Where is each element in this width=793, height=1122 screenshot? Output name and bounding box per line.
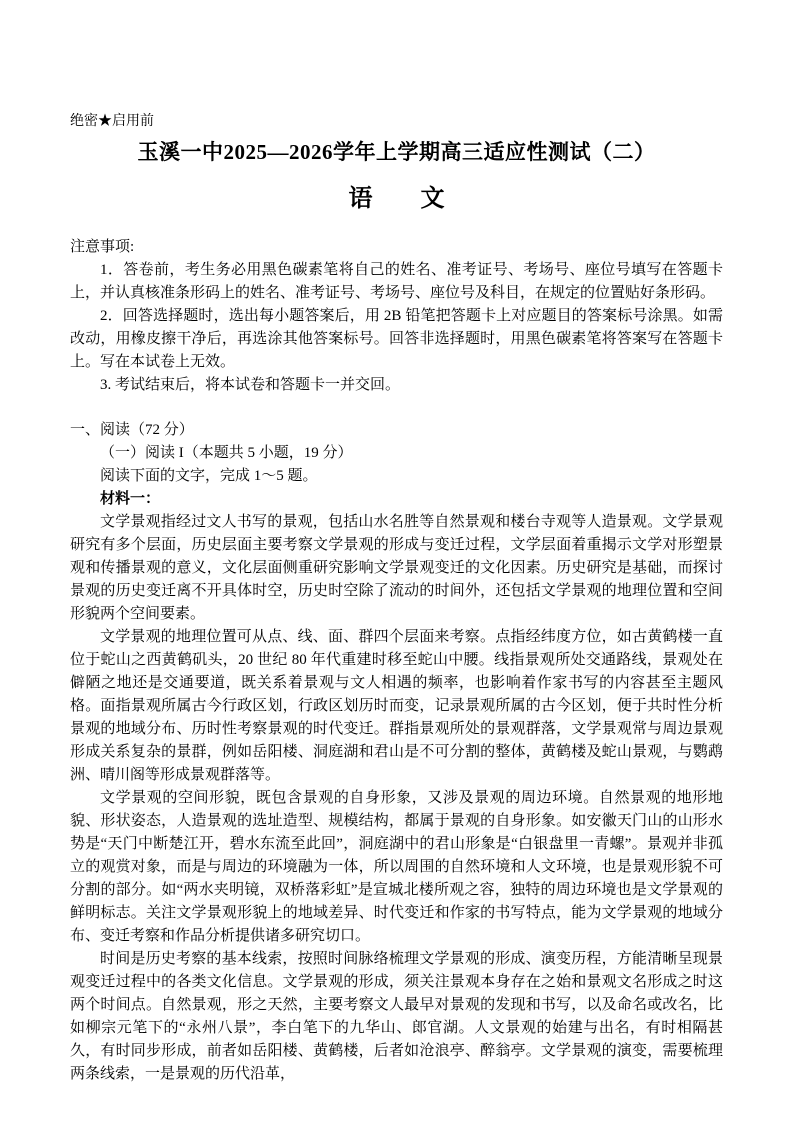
notice-item-2: 2．回答选择题时，选出每小题答案后，用 2B 铅笔把答题卡上对应题目的答案标号涂黑。如需改动，用橡皮擦干净后，再选涂其他答案标号。回答非选择题时，用黑色碳素笔将答案写在答题卡上。写在本试卷上无效。 xyxy=(70,308,723,370)
material-one-label: 材料一： xyxy=(100,491,161,507)
reading-section xyxy=(70,419,723,1086)
classification-label: 绝密★启用前 xyxy=(70,114,154,129)
notice-heading: 注意事项: xyxy=(70,239,135,255)
exam-title: 玉溪一中2025—2026学年上学期高三适应性测试（二） xyxy=(137,140,656,164)
subject-title: 语 文 xyxy=(348,186,445,212)
notice-item-1: 1．答卷前，考生务必用黑色碳素笔将自己的姓名、准考证号、考场号、座位号填写在答题卡上，并认真核准条形码上的姓名、准考证号、考场号、座位号及科目，在规定的位置贴好条形码。 xyxy=(70,262,723,301)
notice-section xyxy=(70,236,723,397)
material-paragraph-4: 时间是历史考察的基本线索，按照时间脉络梳理文学景观的形成、演变历程，方能清晰呈现景观变迁过程中的各类文化信息。文学景观的形成，须关注景观本身存在之始和景观文名形成之时这两个时间点。自然景观，形之天然，主要考察文人最早对景观的发现和书写，以及命名或改名，比如柳宗元笔下的“永州八景”，李白笔下的九华山、郎官湖。人文景观的始建与出名，有时相隔甚久，有时同步形成，前者如岳阳楼、黄鹤楼，后者如沧浪亭、醉翁亭。文学景观的演变，需要梳理两条线索，一是景观的历代沿革， xyxy=(70,951,723,1082)
material-paragraph-2: 文学景观的地理位置可从点、线、面、群四个层面来考察。点指经纬度方位，如古黄鹤楼一直位于蛇山之西黄鹤矶头，20 世纪 80 年代重建时移至蛇山中腰。线指景观所处交通路线，景观处在僻陋之地还是交通要道，既关系着景观与文人相遇的频率，也影响着作家书写的内容甚至主题风格。面指景观所属古今行政区划，行政区划历时而变，记录景观所属的古今区划，便于共时性分析景观的地域分布、历时性考察景观的时代变迁。群指景观所处的景观群落，文学景观常与周边景观形成关系复杂的景群，例如岳阳楼、洞庭湖和君山是不可分割的整体，黄鹤楼及蛇山景观，与鹦鹉洲、晴川阁等形成景观群落等。 xyxy=(70,629,723,783)
notice-item-3: 3. 考试结束后，将本试卷和答题卡一并交回。 xyxy=(100,377,401,393)
subsection-heading-reading-1: （一）阅读 I（本题共 5 小题，19 分） xyxy=(100,445,353,461)
material-paragraph-1: 文学景观指经过文人书写的景观，包括山水名胜等自然景观和楼台寺观等人造景观。文学景观研究有多个层面，历史层面主要考察文学景观的形成与变迁过程，文学层面着重揭示文学对形塑景观和传播景观的意义，文化层面侧重研究影响文学景观变迁的文化因素。历史研究是基础，而探讨景观的历史变迁离不开具体时空，历史时空除了流动的时间外，还包括文学景观的地理位置和空间形貌两个空间要素。 xyxy=(70,514,723,622)
material-paragraph-3: 文学景观的空间形貌，既包含景观的自身形象，又涉及景观的周边环境。自然景观的地形地貌、形状姿态，人造景观的选址造型、规模结构，都属于景观的自身形象。如安徽天门山的山形水势是“天门中断楚江开，碧水东流至此回”，洞庭湖中的君山形象是“白银盘里一青螺”。景观并非孤立的观赏对象，而是与周边的环境融为一体，所以周围的自然环境和人文环境，也是景观形貌不可分割的部分。如“两水夹明镜，双桥落彩虹”是宣城北楼所观之容，独特的周边环境也是文学景观的鲜明标志。关注文学景观形貌上的地域差异、时代变迁和作家的书写特点，能为文学景观的地域分布、变迁考察和作品分析提供诸多研究切口。 xyxy=(70,790,723,944)
section-heading-reading: 一、阅读（72 分） xyxy=(70,422,194,438)
reading-instruction: 阅读下面的文字，完成 1～5 题。 xyxy=(100,468,318,484)
